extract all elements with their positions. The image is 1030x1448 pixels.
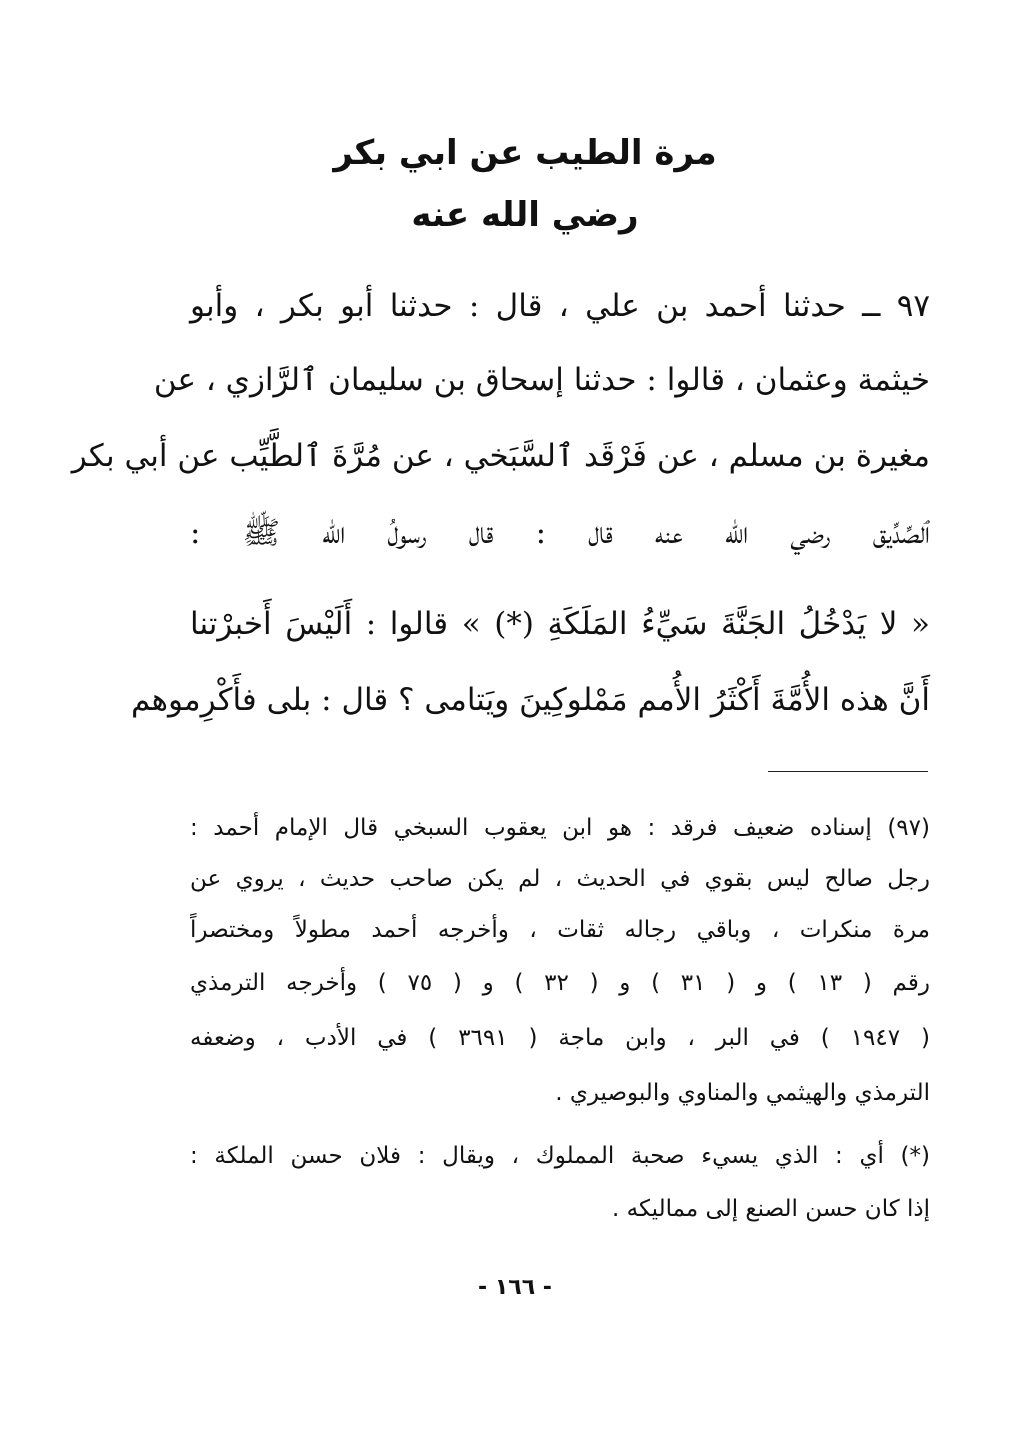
body-line: أَنَّ هذه الأُمَّةَ أَكْثَرُ الأُمم مَمْلوكِينَ ويَتامى ؟ قال : بلى فأَكْرِموهم (130, 682, 930, 718)
chapter-title: مرة الطيب عن ابي بكر (333, 133, 717, 173)
body-line: ٱلصِّدِّيق رضي الله عنه قال : قال رسولُ الله ﷺ : (190, 515, 930, 551)
footnote-line: مرة منكرات ، وباقي رجاله ثقات ، وأخرجه أحمد مطولاً ومختصراً (190, 917, 930, 943)
footnote-line: إذا كان حسن الصنع إلى مماليكه . (612, 1196, 930, 1222)
footnote-line: (٩٧) إسناده ضعيف فرقد : هو ابن يعقوب السبخي قال الإمام أحمد : (190, 815, 930, 841)
page-number: - ١٦٦ - (478, 1275, 552, 1300)
footnote-line: (*) أي : الذي يسيء صحبة المملوك ، ويقال : فلان حسن الملكة : (190, 1143, 930, 1169)
footnote-line: رقم ( ١٣ ) و ( ٣١ ) و ( ٣٢ ) و ( ٧٥ ) وأخرجه الترمذي (190, 970, 930, 996)
chapter-subtitle: رضي الله عنه (411, 195, 639, 235)
body-line: مغيرة بن مسلم ، عن فَرْقَد ٱلسَّبَخي ، عن مُرَّةَ ٱلطَّيِّب عن أبي بكر (71, 438, 930, 474)
footnote-line: الترمذي والهيثمي والمناوي والبوصيري . (555, 1080, 930, 1106)
body-line: خيثمة وعثمان ، قالوا : حدثنا إسحاق بن سليمان ٱلرَّازي ، عن (153, 362, 930, 398)
footnote-line: رجل صالح ليس بقوي في الحديث ، لم يكن صاحب حديث ، يروي عن (190, 866, 930, 892)
footnote-divider (768, 771, 928, 772)
body-line: « لا يَدْخُلُ الجَنَّةَ سَيِّءُ المَلَكَةِ (*) » قالوا : أَلَيْسَ أَخبرْتنا (190, 606, 930, 642)
footnote-line: ( ١٩٤٧ ) في البر ، وابن ماجة ( ٣٦٩١ ) في الأدب ، وضعفه (190, 1025, 930, 1051)
body-line: ٩٧ ــ حدثنا أحمد بن علي ، قال : حدثنا أبو بكر ، وأبو (190, 288, 930, 324)
